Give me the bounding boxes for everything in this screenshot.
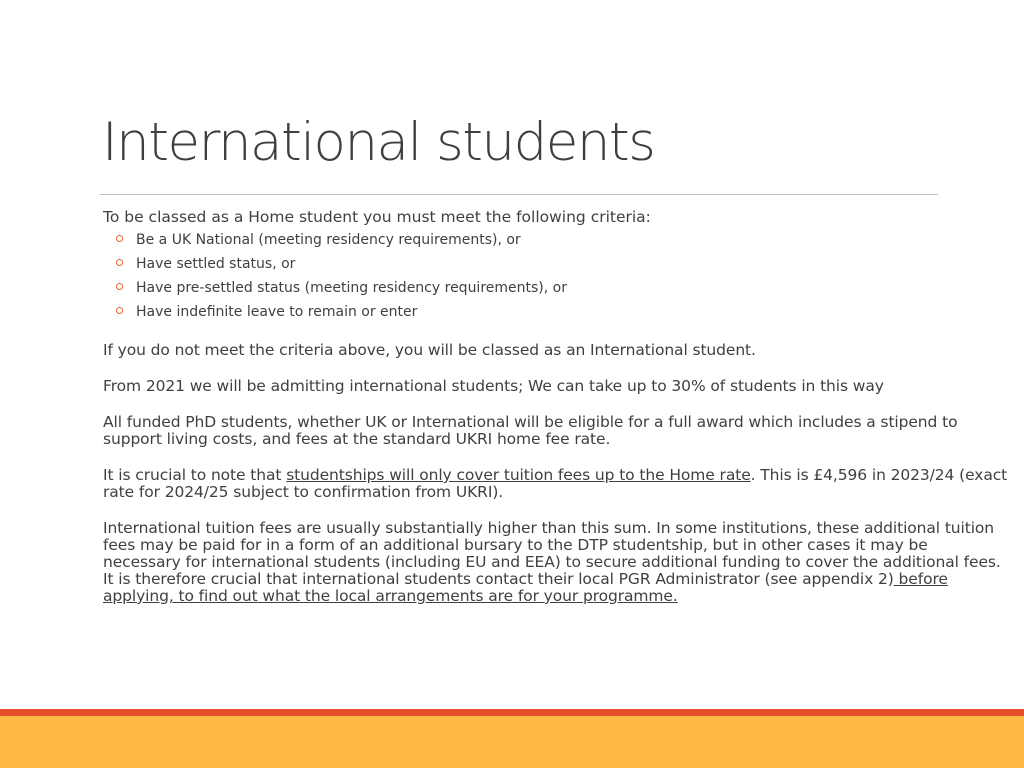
fee-coverage-underlined: studentships will only cover tuition fees up to the Home rate [286,466,751,484]
criteria-text: Be a UK National (meeting residency requirements), or [136,232,521,248]
international-classification-text: If you do not meet the criteria above, you will be classed as an International student. [103,341,756,359]
footer-band [0,716,1024,768]
criteria-text: Have indefinite leave to remain or enter [136,304,418,320]
bullet-icon [116,307,123,314]
international-fees-lead: International tuition fees are usually substantially higher than this sum. In some institutions, these additional tuition fees may be paid for in a form of an additional bursary to the DTP studentship, but in other cases it may be necessary for international students (including EU and EEA) to secure additional funding to cover the additional fees. It is therefore crucial that international students contact their local PGR Administrator (see appendix 2) [103,519,1001,588]
slide-body [103,207,1008,605]
list-item [115,228,1008,252]
slide-title: International students [102,112,655,173]
criteria-text: Have settled status, or [136,256,296,272]
bullet-icon [116,283,123,290]
footer-accent-stripe [0,709,1024,716]
fee-coverage-tail: . This is £4,596 in 2023/24 (exact rate for 2024/25 subject to confirmation from UKRI). [103,466,1008,501]
criteria-list [103,228,1008,324]
fee-coverage-lead: It is crucial to note that [103,466,287,484]
title-divider [100,194,938,195]
list-item [115,300,1008,324]
bullet-icon [116,235,123,242]
bullet-icon [116,259,123,266]
fee-coverage-text [103,467,1008,501]
criteria-intro: To be classed as a Home student you must meet the following criteria: [103,208,651,226]
international-fees-text [103,520,1008,605]
funding-eligibility-text: All funded PhD students, whether UK or International will be eligible for a full award which includes a stipend to support living costs, and fees at the standard UKRI home fee rate. [103,413,958,448]
admission-quota-text: From 2021 we will be admitting international students; We can take up to 30% of students in this way [103,377,884,395]
list-item [115,276,1008,300]
international-fees-underlined: before applying, to find out what the local arrangements are for your programme. [103,570,948,605]
list-item [115,252,1008,276]
criteria-text: Have pre-settled status (meeting residency requirements), or [136,280,567,296]
